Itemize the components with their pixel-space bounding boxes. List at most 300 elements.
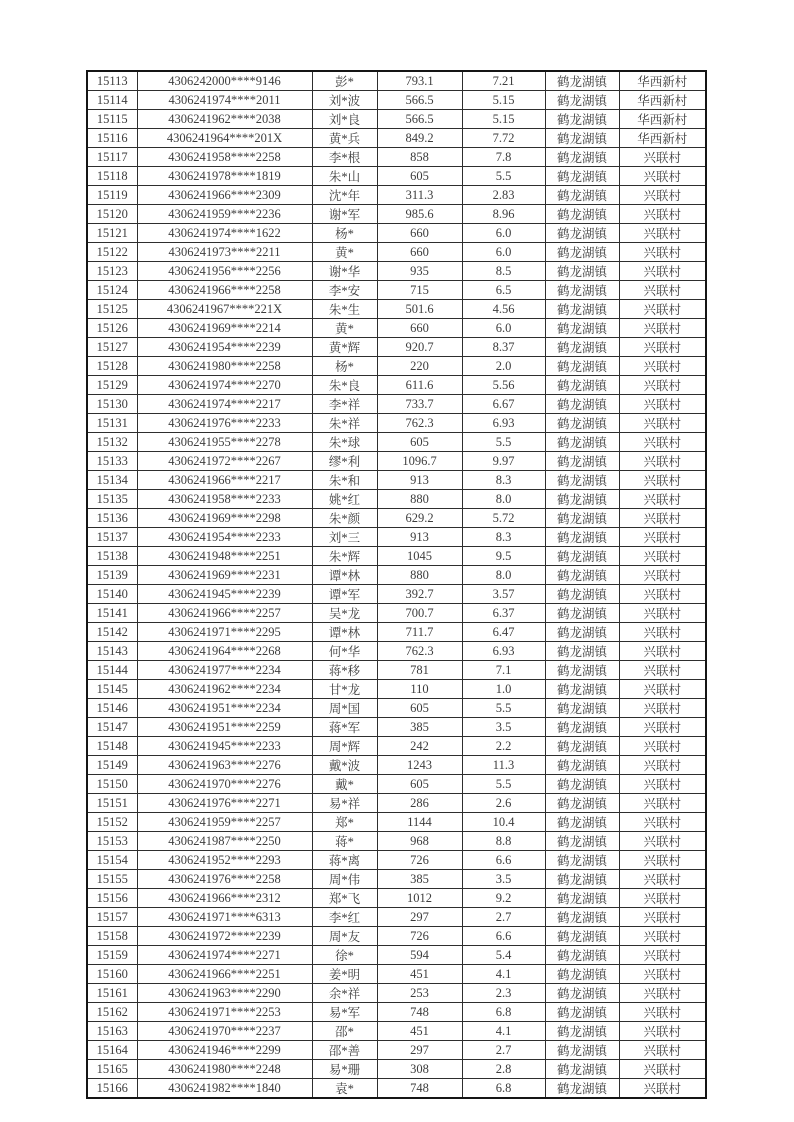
- cell-id-card-number: 4306241974****2011: [137, 91, 312, 110]
- cell-amount: 660: [377, 319, 462, 338]
- cell-amount: 501.6: [377, 300, 462, 319]
- cell-serial-number: 15153: [87, 832, 137, 851]
- table-row: [87, 186, 706, 205]
- cell-town: 鹤龙湖镇: [545, 1041, 619, 1060]
- cell-area: 4.56: [462, 300, 545, 319]
- cell-area: 8.3: [462, 471, 545, 490]
- cell-village: 兴联村: [619, 1079, 706, 1099]
- cell-name: 蒋*离: [312, 851, 377, 870]
- cell-village: 兴联村: [619, 946, 706, 965]
- table-row: [87, 756, 706, 775]
- cell-village: 兴联村: [619, 661, 706, 680]
- cell-town: 鹤龙湖镇: [545, 414, 619, 433]
- cell-town: 鹤龙湖镇: [545, 357, 619, 376]
- cell-serial-number: 15119: [87, 186, 137, 205]
- table-row: [87, 395, 706, 414]
- cell-id-card-number: 4306241951****2259: [137, 718, 312, 737]
- cell-name: 徐*: [312, 946, 377, 965]
- cell-amount: 253: [377, 984, 462, 1003]
- table-row: [87, 775, 706, 794]
- cell-name: 朱*生: [312, 300, 377, 319]
- table-row: [87, 471, 706, 490]
- cell-town: 鹤龙湖镇: [545, 1060, 619, 1079]
- cell-village: 兴联村: [619, 547, 706, 566]
- cell-amount: 1243: [377, 756, 462, 775]
- cell-id-card-number: 4306241976****2258: [137, 870, 312, 889]
- cell-village: 兴联村: [619, 319, 706, 338]
- cell-serial-number: 15128: [87, 357, 137, 376]
- cell-id-card-number: 4306241973****2211: [137, 243, 312, 262]
- cell-id-card-number: 4306241974****2270: [137, 376, 312, 395]
- cell-id-card-number: 4306241964****2268: [137, 642, 312, 661]
- cell-village: 华西新村: [619, 91, 706, 110]
- cell-name: 周*友: [312, 927, 377, 946]
- cell-id-card-number: 4306241945****2239: [137, 585, 312, 604]
- cell-amount: 748: [377, 1079, 462, 1099]
- cell-town: 鹤龙湖镇: [545, 775, 619, 794]
- cell-serial-number: 15155: [87, 870, 137, 889]
- cell-serial-number: 15123: [87, 262, 137, 281]
- cell-village: 兴联村: [619, 775, 706, 794]
- cell-area: 6.0: [462, 224, 545, 243]
- cell-id-card-number: 4306241974****2217: [137, 395, 312, 414]
- cell-id-card-number: 4306241976****2271: [137, 794, 312, 813]
- cell-id-card-number: 4306241962****2038: [137, 110, 312, 129]
- cell-id-card-number: 4306241974****2271: [137, 946, 312, 965]
- cell-town: 鹤龙湖镇: [545, 984, 619, 1003]
- cell-name: 李*根: [312, 148, 377, 167]
- cell-serial-number: 15121: [87, 224, 137, 243]
- cell-town: 鹤龙湖镇: [545, 91, 619, 110]
- cell-serial-number: 15151: [87, 794, 137, 813]
- cell-town: 鹤龙湖镇: [545, 547, 619, 566]
- table-row: [87, 1041, 706, 1060]
- cell-town: 鹤龙湖镇: [545, 167, 619, 186]
- cell-amount: 793.1: [377, 71, 462, 91]
- cell-amount: 726: [377, 927, 462, 946]
- table-row: [87, 1022, 706, 1041]
- cell-id-card-number: 4306241976****2233: [137, 414, 312, 433]
- cell-serial-number: 15154: [87, 851, 137, 870]
- cell-village: 兴联村: [619, 870, 706, 889]
- cell-id-card-number: 4306241980****2258: [137, 357, 312, 376]
- cell-id-card-number: 4306241958****2233: [137, 490, 312, 509]
- cell-name: 邵*: [312, 1022, 377, 1041]
- cell-village: 兴联村: [619, 1041, 706, 1060]
- cell-village: 兴联村: [619, 452, 706, 471]
- cell-town: 鹤龙湖镇: [545, 224, 619, 243]
- table-row: [87, 851, 706, 870]
- cell-area: 6.6: [462, 927, 545, 946]
- table-row: [87, 528, 706, 547]
- cell-id-card-number: 4306241980****2248: [137, 1060, 312, 1079]
- cell-village: 兴联村: [619, 300, 706, 319]
- cell-town: 鹤龙湖镇: [545, 680, 619, 699]
- cell-id-card-number: 4306241970****2276: [137, 775, 312, 794]
- cell-serial-number: 15152: [87, 813, 137, 832]
- cell-amount: 1012: [377, 889, 462, 908]
- cell-id-card-number: 4306241966****2251: [137, 965, 312, 984]
- cell-name: 易*军: [312, 1003, 377, 1022]
- cell-id-card-number: 4306241951****2234: [137, 699, 312, 718]
- cell-amount: 660: [377, 243, 462, 262]
- cell-area: 2.83: [462, 186, 545, 205]
- cell-id-card-number: 4306241954****2233: [137, 528, 312, 547]
- cell-town: 鹤龙湖镇: [545, 319, 619, 338]
- cell-town: 鹤龙湖镇: [545, 889, 619, 908]
- cell-serial-number: 15166: [87, 1079, 137, 1099]
- cell-name: 袁*: [312, 1079, 377, 1099]
- cell-name: 朱*辉: [312, 547, 377, 566]
- cell-town: 鹤龙湖镇: [545, 756, 619, 775]
- cell-serial-number: 15134: [87, 471, 137, 490]
- cell-amount: 451: [377, 1022, 462, 1041]
- cell-town: 鹤龙湖镇: [545, 623, 619, 642]
- cell-name: 朱*祥: [312, 414, 377, 433]
- cell-id-card-number: 4306241956****2256: [137, 262, 312, 281]
- cell-id-card-number: 4306241971****2253: [137, 1003, 312, 1022]
- cell-serial-number: 15116: [87, 129, 137, 148]
- table-row: [87, 680, 706, 699]
- cell-name: 蒋*移: [312, 661, 377, 680]
- cell-serial-number: 15139: [87, 566, 137, 585]
- cell-serial-number: 15118: [87, 167, 137, 186]
- subsidy-table: [86, 70, 707, 1099]
- cell-village: 兴联村: [619, 1060, 706, 1079]
- cell-serial-number: 15145: [87, 680, 137, 699]
- cell-amount: 594: [377, 946, 462, 965]
- cell-name: 朱*球: [312, 433, 377, 452]
- cell-area: 8.8: [462, 832, 545, 851]
- table-row: [87, 91, 706, 110]
- cell-name: 李*祥: [312, 395, 377, 414]
- cell-amount: 880: [377, 490, 462, 509]
- cell-id-card-number: 4306241959****2257: [137, 813, 312, 832]
- cell-village: 兴联村: [619, 756, 706, 775]
- cell-area: 5.15: [462, 110, 545, 129]
- cell-village: 兴联村: [619, 889, 706, 908]
- cell-village: 兴联村: [619, 338, 706, 357]
- cell-town: 鹤龙湖镇: [545, 395, 619, 414]
- table-row: [87, 357, 706, 376]
- cell-id-card-number: 4306241958****2258: [137, 148, 312, 167]
- cell-amount: 566.5: [377, 110, 462, 129]
- table-row: [87, 376, 706, 395]
- cell-area: 7.72: [462, 129, 545, 148]
- cell-amount: 762.3: [377, 642, 462, 661]
- cell-village: 兴联村: [619, 718, 706, 737]
- cell-village: 兴联村: [619, 357, 706, 376]
- cell-amount: 849.2: [377, 129, 462, 148]
- cell-area: 9.97: [462, 452, 545, 471]
- cell-name: 周*辉: [312, 737, 377, 756]
- cell-name: 朱*山: [312, 167, 377, 186]
- cell-town: 鹤龙湖镇: [545, 699, 619, 718]
- table-row: [87, 832, 706, 851]
- cell-id-card-number: 4306241974****1622: [137, 224, 312, 243]
- cell-id-card-number: 4306241978****1819: [137, 167, 312, 186]
- cell-village: 兴联村: [619, 832, 706, 851]
- cell-village: 兴联村: [619, 927, 706, 946]
- cell-id-card-number: 4306241964****201X: [137, 129, 312, 148]
- cell-name: 周*伟: [312, 870, 377, 889]
- cell-name: 李*红: [312, 908, 377, 927]
- cell-name: 彭*: [312, 71, 377, 91]
- cell-name: 蒋*: [312, 832, 377, 851]
- cell-amount: 286: [377, 794, 462, 813]
- cell-id-card-number: 4306241948****2251: [137, 547, 312, 566]
- cell-serial-number: 15122: [87, 243, 137, 262]
- table-row: [87, 1060, 706, 1079]
- cell-serial-number: 15127: [87, 338, 137, 357]
- cell-amount: 308: [377, 1060, 462, 1079]
- table-row: [87, 870, 706, 889]
- cell-amount: 858: [377, 148, 462, 167]
- cell-town: 鹤龙湖镇: [545, 262, 619, 281]
- cell-village: 兴联村: [619, 186, 706, 205]
- cell-village: 兴联村: [619, 851, 706, 870]
- cell-village: 兴联村: [619, 414, 706, 433]
- cell-serial-number: 15131: [87, 414, 137, 433]
- cell-village: 兴联村: [619, 224, 706, 243]
- cell-serial-number: 15135: [87, 490, 137, 509]
- cell-serial-number: 15146: [87, 699, 137, 718]
- cell-serial-number: 15115: [87, 110, 137, 129]
- cell-town: 鹤龙湖镇: [545, 205, 619, 224]
- cell-amount: 385: [377, 718, 462, 737]
- table-row: [87, 319, 706, 338]
- cell-town: 鹤龙湖镇: [545, 585, 619, 604]
- cell-town: 鹤龙湖镇: [545, 794, 619, 813]
- cell-village: 兴联村: [619, 566, 706, 585]
- table-row: [87, 1079, 706, 1099]
- cell-amount: 605: [377, 433, 462, 452]
- cell-village: 兴联村: [619, 794, 706, 813]
- table-row: [87, 718, 706, 737]
- cell-id-card-number: 4306241963****2290: [137, 984, 312, 1003]
- table-row: [87, 566, 706, 585]
- cell-village: 华西新村: [619, 71, 706, 91]
- cell-area: 2.0: [462, 357, 545, 376]
- table-row: [87, 414, 706, 433]
- cell-name: 戴*波: [312, 756, 377, 775]
- cell-amount: 726: [377, 851, 462, 870]
- cell-name: 周*国: [312, 699, 377, 718]
- cell-town: 鹤龙湖镇: [545, 965, 619, 984]
- cell-name: 余*祥: [312, 984, 377, 1003]
- table-row: [87, 604, 706, 623]
- table-row: [87, 71, 706, 91]
- cell-id-card-number: 4306241972****2239: [137, 927, 312, 946]
- cell-area: 2.7: [462, 908, 545, 927]
- cell-serial-number: 15114: [87, 91, 137, 110]
- cell-area: 6.5: [462, 281, 545, 300]
- table-row: [87, 224, 706, 243]
- table-row: [87, 642, 706, 661]
- cell-area: 7.21: [462, 71, 545, 91]
- cell-village: 华西新村: [619, 129, 706, 148]
- cell-id-card-number: 4306241971****6313: [137, 908, 312, 927]
- cell-town: 鹤龙湖镇: [545, 338, 619, 357]
- cell-amount: 605: [377, 775, 462, 794]
- cell-area: 1.0: [462, 680, 545, 699]
- cell-area: 8.5: [462, 262, 545, 281]
- cell-name: 黄*辉: [312, 338, 377, 357]
- cell-amount: 781: [377, 661, 462, 680]
- cell-area: 6.8: [462, 1079, 545, 1099]
- cell-area: 5.4: [462, 946, 545, 965]
- cell-town: 鹤龙湖镇: [545, 110, 619, 129]
- cell-serial-number: 15156: [87, 889, 137, 908]
- cell-amount: 762.3: [377, 414, 462, 433]
- cell-area: 4.1: [462, 965, 545, 984]
- cell-village: 兴联村: [619, 1003, 706, 1022]
- cell-town: 鹤龙湖镇: [545, 129, 619, 148]
- cell-town: 鹤龙湖镇: [545, 661, 619, 680]
- cell-town: 鹤龙湖镇: [545, 452, 619, 471]
- cell-village: 兴联村: [619, 623, 706, 642]
- cell-area: 5.15: [462, 91, 545, 110]
- cell-village: 兴联村: [619, 205, 706, 224]
- cell-serial-number: 15117: [87, 148, 137, 167]
- cell-amount: 605: [377, 167, 462, 186]
- cell-id-card-number: 4306241966****2312: [137, 889, 312, 908]
- cell-name: 刘*三: [312, 528, 377, 547]
- table-row: [87, 433, 706, 452]
- cell-serial-number: 15124: [87, 281, 137, 300]
- cell-name: 李*安: [312, 281, 377, 300]
- table-row: [87, 699, 706, 718]
- cell-town: 鹤龙湖镇: [545, 1079, 619, 1099]
- table-row: [87, 623, 706, 642]
- cell-name: 邵*善: [312, 1041, 377, 1060]
- cell-village: 兴联村: [619, 680, 706, 699]
- cell-id-card-number: 4306241966****2217: [137, 471, 312, 490]
- cell-id-card-number: 4306241969****2214: [137, 319, 312, 338]
- cell-village: 兴联村: [619, 604, 706, 623]
- cell-id-card-number: 4306241966****2258: [137, 281, 312, 300]
- cell-village: 兴联村: [619, 813, 706, 832]
- cell-serial-number: 15126: [87, 319, 137, 338]
- cell-amount: 880: [377, 566, 462, 585]
- cell-amount: 935: [377, 262, 462, 281]
- table-row: [87, 547, 706, 566]
- cell-area: 6.67: [462, 395, 545, 414]
- cell-area: 8.37: [462, 338, 545, 357]
- cell-area: 2.6: [462, 794, 545, 813]
- cell-town: 鹤龙湖镇: [545, 376, 619, 395]
- cell-id-card-number: 4306241962****2234: [137, 680, 312, 699]
- cell-serial-number: 15120: [87, 205, 137, 224]
- cell-village: 兴联村: [619, 528, 706, 547]
- cell-town: 鹤龙湖镇: [545, 433, 619, 452]
- cell-area: 5.5: [462, 699, 545, 718]
- cell-name: 姜*明: [312, 965, 377, 984]
- cell-village: 华西新村: [619, 110, 706, 129]
- cell-town: 鹤龙湖镇: [545, 71, 619, 91]
- cell-serial-number: 15159: [87, 946, 137, 965]
- cell-town: 鹤龙湖镇: [545, 851, 619, 870]
- cell-town: 鹤龙湖镇: [545, 737, 619, 756]
- cell-serial-number: 15138: [87, 547, 137, 566]
- cell-village: 兴联村: [619, 1022, 706, 1041]
- cell-village: 兴联村: [619, 585, 706, 604]
- cell-village: 兴联村: [619, 965, 706, 984]
- cell-area: 11.3: [462, 756, 545, 775]
- cell-name: 缪*利: [312, 452, 377, 471]
- table-row: [87, 338, 706, 357]
- cell-serial-number: 15148: [87, 737, 137, 756]
- cell-town: 鹤龙湖镇: [545, 566, 619, 585]
- cell-village: 兴联村: [619, 376, 706, 395]
- cell-serial-number: 15150: [87, 775, 137, 794]
- cell-town: 鹤龙湖镇: [545, 509, 619, 528]
- cell-id-card-number: 4306241969****2298: [137, 509, 312, 528]
- cell-area: 2.8: [462, 1060, 545, 1079]
- cell-area: 5.5: [462, 433, 545, 452]
- cell-amount: 110: [377, 680, 462, 699]
- table-row: [87, 281, 706, 300]
- cell-area: 5.72: [462, 509, 545, 528]
- cell-serial-number: 15141: [87, 604, 137, 623]
- cell-amount: 392.7: [377, 585, 462, 604]
- cell-name: 谭*林: [312, 566, 377, 585]
- cell-name: 朱*和: [312, 471, 377, 490]
- cell-name: 杨*: [312, 357, 377, 376]
- cell-amount: 242: [377, 737, 462, 756]
- cell-serial-number: 15160: [87, 965, 137, 984]
- cell-area: 9.5: [462, 547, 545, 566]
- table-row: [87, 965, 706, 984]
- cell-id-card-number: 4306241946****2299: [137, 1041, 312, 1060]
- cell-id-card-number: 4306241952****2293: [137, 851, 312, 870]
- cell-area: 2.2: [462, 737, 545, 756]
- cell-area: 6.0: [462, 319, 545, 338]
- cell-area: 8.0: [462, 566, 545, 585]
- cell-amount: 1045: [377, 547, 462, 566]
- cell-serial-number: 15137: [87, 528, 137, 547]
- cell-name: 何*华: [312, 642, 377, 661]
- cell-id-card-number: 4306241972****2267: [137, 452, 312, 471]
- cell-area: 6.0: [462, 243, 545, 262]
- cell-area: 6.47: [462, 623, 545, 642]
- cell-area: 3.5: [462, 870, 545, 889]
- table-row: [87, 661, 706, 680]
- table-row: [87, 908, 706, 927]
- table-body: [87, 71, 706, 1098]
- table-row: [87, 984, 706, 1003]
- cell-area: 3.57: [462, 585, 545, 604]
- cell-name: 黄*: [312, 243, 377, 262]
- cell-area: 6.93: [462, 642, 545, 661]
- cell-town: 鹤龙湖镇: [545, 946, 619, 965]
- cell-amount: 748: [377, 1003, 462, 1022]
- cell-town: 鹤龙湖镇: [545, 642, 619, 661]
- cell-area: 6.8: [462, 1003, 545, 1022]
- cell-serial-number: 15144: [87, 661, 137, 680]
- cell-name: 刘*良: [312, 110, 377, 129]
- cell-town: 鹤龙湖镇: [545, 718, 619, 737]
- cell-id-card-number: 4306241987****2250: [137, 832, 312, 851]
- cell-village: 兴联村: [619, 262, 706, 281]
- table-row: [87, 509, 706, 528]
- cell-town: 鹤龙湖镇: [545, 870, 619, 889]
- cell-town: 鹤龙湖镇: [545, 813, 619, 832]
- cell-name: 朱*颜: [312, 509, 377, 528]
- table-row: [87, 452, 706, 471]
- cell-name: 杨*: [312, 224, 377, 243]
- cell-amount: 985.6: [377, 205, 462, 224]
